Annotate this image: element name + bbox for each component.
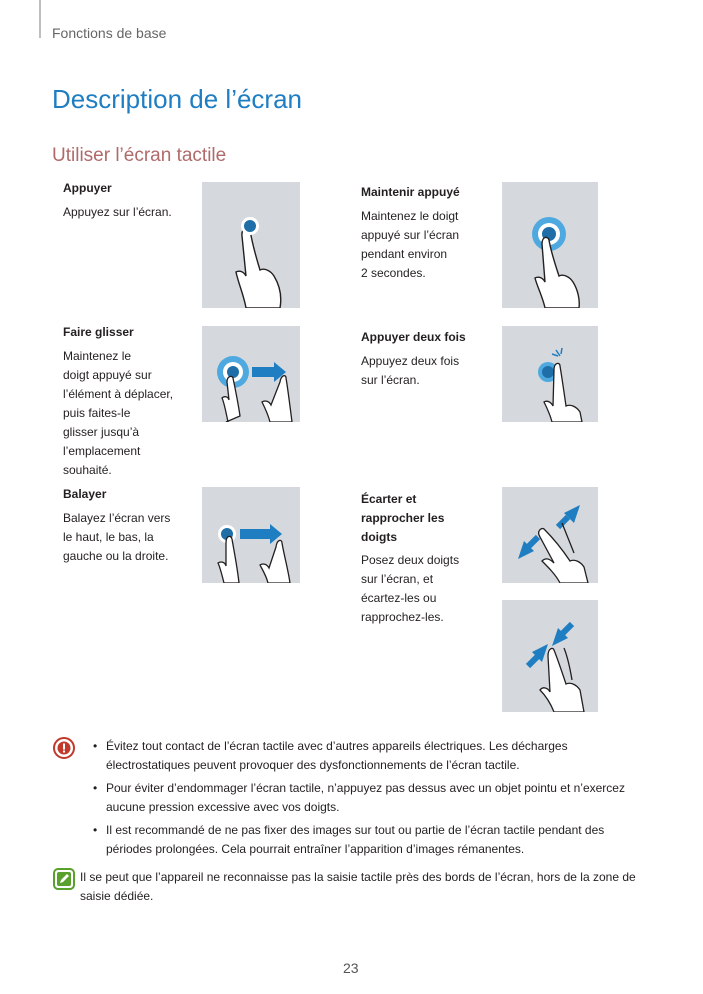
header-rule bbox=[39, 0, 41, 38]
caution-item: • Pour éviter d’endommager l’écran tactile, n’appuyez pas dessus avec un objet pointu et n’exercez aucune pression excessive avec vos doigts. bbox=[93, 779, 653, 817]
tap-desc: Appuyez sur l’écran. bbox=[63, 205, 172, 219]
drag-title: Faire glisser bbox=[63, 325, 134, 339]
caution-icon bbox=[53, 737, 75, 759]
note-text: Il se peut que l’appareil ne reconnaisse pas la saisie tactile près des bords de l’écran, hors de la zone de saisie dédiée. bbox=[80, 870, 636, 903]
caution-item: • Évitez tout contact de l’écran tactile avec d’autres appareils électriques. Les décharges électrostatiques peuvent provoquer des dysfonctionnements de l’écran tactile. bbox=[93, 737, 653, 775]
spread-desc: Posez deux doigts sur l’écran, et écartez-les ou rapprochez-les. bbox=[361, 553, 460, 624]
drag-illustration bbox=[202, 326, 300, 422]
hold-illustration bbox=[502, 182, 598, 308]
section-title: Utiliser l’écran tactile bbox=[52, 145, 227, 166]
section-header: Fonctions de base bbox=[52, 25, 167, 41]
page-number: 23 bbox=[343, 960, 359, 976]
double-tap-illustration bbox=[502, 326, 598, 422]
tap-title: Appuyer bbox=[63, 181, 112, 195]
double-tap-desc: Appuyez deux fois sur l’écran. bbox=[361, 354, 460, 387]
hold-title: Maintenir appuyé bbox=[361, 185, 460, 199]
caution-list bbox=[93, 737, 653, 863]
hold-desc: Maintenez le doigt appuyé sur l’écran pendant environ 2 secondes. bbox=[361, 209, 460, 280]
spread-title: Écarter et rapprocher les doigts bbox=[361, 492, 445, 544]
caution-item: • Il est recommandé de ne pas fixer des images sur tout ou partie de l’écran tactile pendant des périodes prolongées. Cela pourrait entraîner l’apparition d’images rémanentes. bbox=[93, 821, 653, 859]
note-icon bbox=[53, 868, 75, 890]
pinch-illustration bbox=[502, 600, 598, 712]
double-tap-title: Appuyer deux fois bbox=[361, 330, 466, 344]
tap-illustration bbox=[202, 182, 300, 308]
swipe-illustration bbox=[202, 487, 300, 583]
page-title: Description de l’écran bbox=[52, 84, 303, 114]
spread-illustration bbox=[502, 487, 598, 583]
swipe-desc: Balayez l’écran vers le haut, le bas, la gauche ou la droite. bbox=[63, 511, 171, 563]
drag-desc: Maintenez le doigt appuyé sur l’élément à déplacer, puis faites-le glisser jusqu’à l’emplacement souhaité. bbox=[63, 349, 174, 477]
swipe-title: Balayer bbox=[63, 487, 107, 501]
